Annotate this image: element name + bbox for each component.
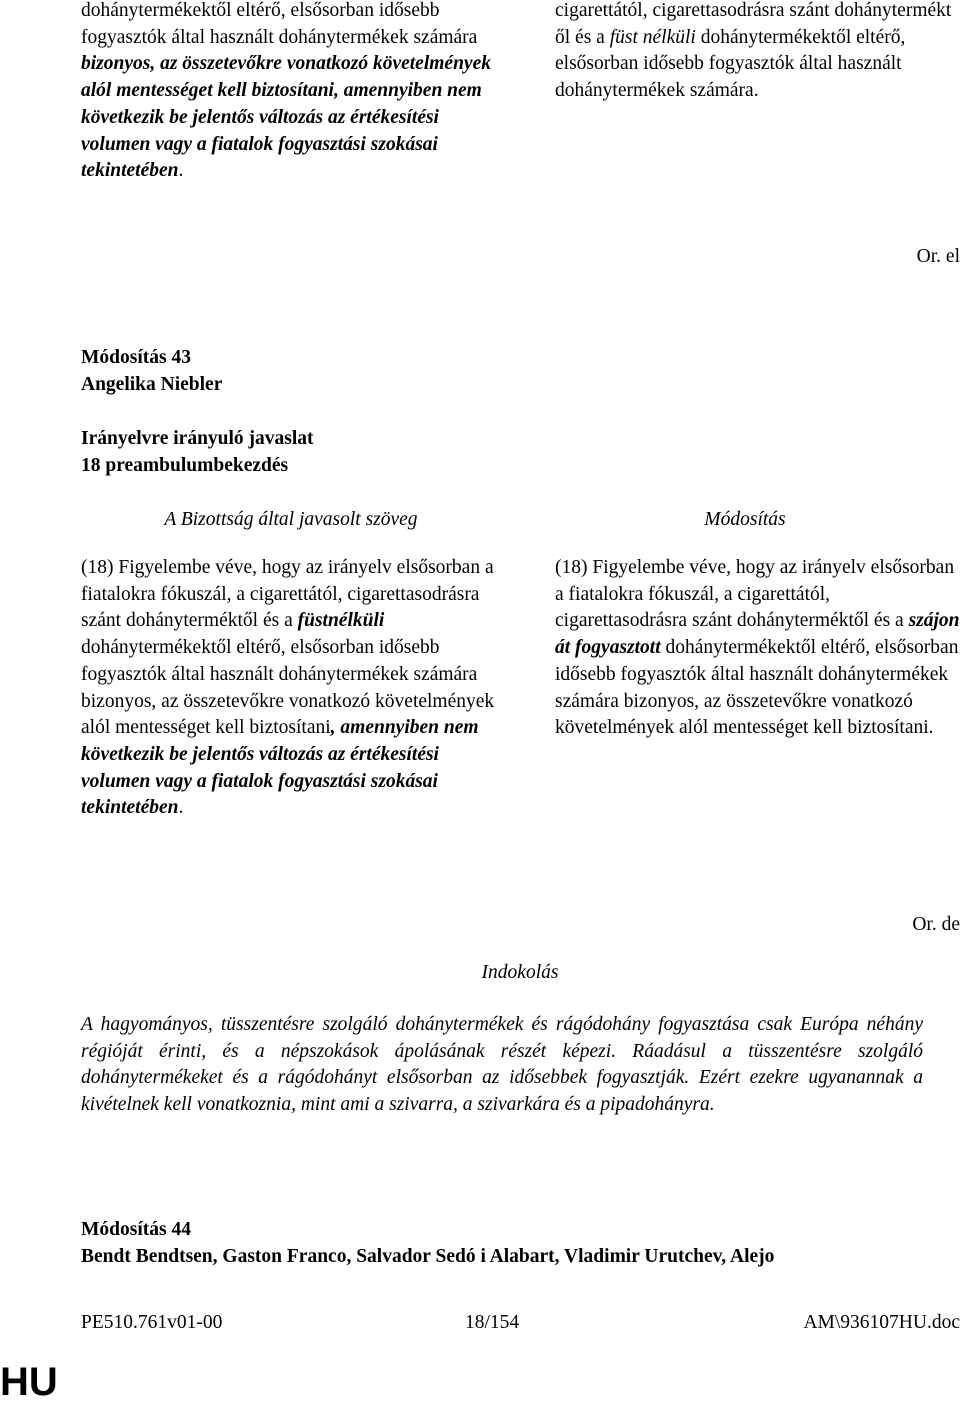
text-segment: bizonyos, az összetevőkre vonatkozó követelmények alól mentességet kell biztosítani, amennyiben nem következik be jelentős változás az értékesítési volumen vagy a fiatalok fogyasztási szokásai tekintetében (81, 53, 491, 182)
amendment-44-authors: Bendt Bendtsen, Gaston Franco, Salvador Sedó i Alabart, Vladimir Urutchev, Alejo (81, 1246, 775, 1267)
text-segment: cigarettától, cigarettasodrásra szánt dohánytermékt​ől és a (555, 0, 952, 48)
top-left-paragraph (81, 0, 501, 185)
original-language-el: Or. el (916, 246, 960, 267)
justification-text: A hagyományos, tüsszentésre szolgáló dohánytermékek és rágódohány fogyasztása csak Európa néhány régióját érinti, és a népszokások ápolásának részét képezi. Ráadásul a tüsszentésre szolgáló dohánytermékeket és a rágódohányt elsősorban az idősebbek fogyasztják. Ezért ezekre ugyanannak a kivételnek kell vonatkoznia, mint ami a szivarra, a szivarkára és a pipadohányra. (81, 1014, 923, 1116)
amendment-location: 18 preambulumbekezdés (81, 455, 289, 476)
amendment-column-header: Módosítás (704, 509, 786, 530)
justification-title: Indokolás (481, 962, 559, 983)
text-segment: dohánytermékektől eltérő, elsősorban idősebb fogyasztók által használt dohánytermékek számára. (555, 26, 906, 102)
amended-text (555, 555, 960, 742)
text-segment: (18) Figyelembe véve, hogy az irányelv elsősorban a fiatalokra fókuszál, a cigarettától, cigarettasodrásra szánt dohánytermékt​ől és a (81, 557, 494, 632)
text-segment: dohánytermékektől eltérő, elsősorban idősebb fogyasztók által használt dohánytermékek számára bizonyos, az összetevőkre vonatkozó követelmények alól mentességet kell biztosítani (81, 637, 495, 739)
commission-text (81, 555, 501, 822)
language-code: HU (0, 1360, 58, 1404)
top-right-paragraph (555, 0, 960, 105)
text-segment: . (178, 797, 184, 819)
text-segment: füst nélküli (609, 26, 696, 48)
proposal-type: Irányelvre irányuló javaslat (81, 428, 314, 449)
amendment-44-number: Módosítás 44 (81, 1219, 191, 1240)
amendment-number: Módosítás 43 (81, 347, 191, 368)
text-segment: szájon át fogyasztott (555, 610, 960, 659)
text-segment: . (178, 160, 184, 182)
original-language-de: Or. de (912, 914, 960, 935)
text-segment: füstnélküli (297, 610, 385, 632)
text-segment: dohánytermékektől eltérő, elsősorban idősebb fogyasztók által használt dohánytermékek számára (81, 0, 478, 48)
footer-file-name: AM\936107HU.doc (803, 1312, 960, 1333)
footer-doc-ref: PE510.761v01-00 (81, 1312, 223, 1333)
amendment-author: Angelika Niebler (81, 374, 223, 395)
commission-text-header: A Bizottság által javasolt szöveg (164, 509, 418, 530)
text-segment: dohánytermékektől eltérő, elsősorban idősebb fogyasztók által használt dohánytermékek számára bizonyos, az összetevőkre vonatkozó követelmények alól mentességet kell biztosítani. (555, 637, 959, 739)
text-segment: (18) Figyelembe véve, hogy az irányelv elsősorban a fiatalokra fókuszál, a cigarettától, cigarettasodrásra szánt dohánytermékt​ől és a (555, 557, 955, 632)
footer-page-number: 18/154 (465, 1312, 520, 1333)
text-segment: , amennyiben nem következik be jelentős változás az értékesítési volumen vagy a fiatalok fogyasztási szokásai tekintetében (81, 717, 479, 819)
